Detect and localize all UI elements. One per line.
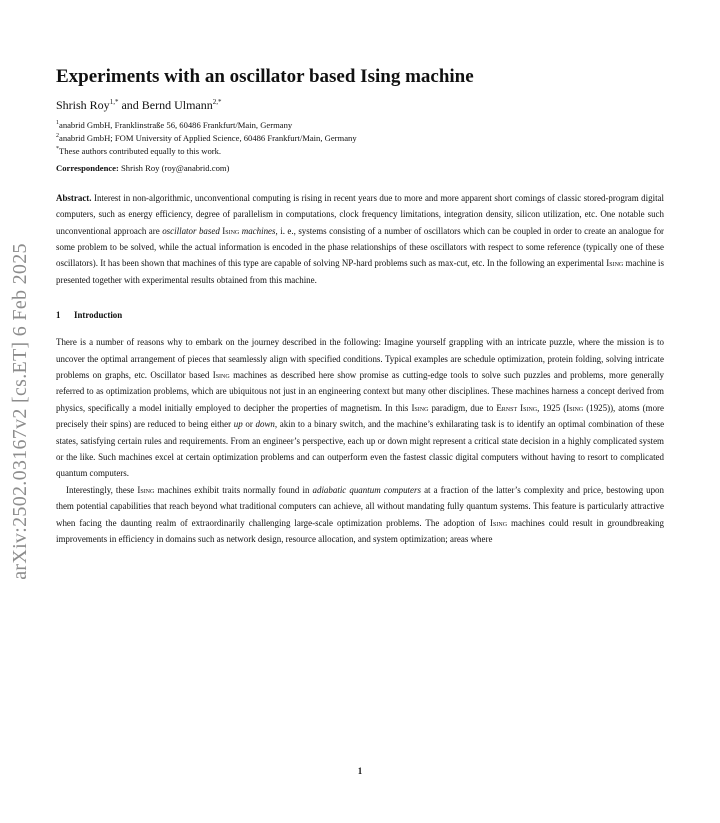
body-text: machines as described here show promise as cutting-edge tools to solve such puzzles and problems, more generally referred to as optimization problems, which are ubiquitous not just in an engineering context but many other disciplines. These machines harness a concept derived from physics, specifically a model initially employed to decipher the properties of magnetism. In this <box>56 370 665 413</box>
affiliation-text: anabrid GmbH; FOM University of Applied Science, 60486 Frankfurt/Main, Germany <box>59 132 357 143</box>
body-text: paradigm, due to <box>431 402 494 413</box>
paper-title: Experiments with an oscillator based Ising machine <box>56 66 474 87</box>
abstract-smallcaps: Ising <box>222 225 240 236</box>
section-heading <box>56 310 664 320</box>
body-text: , akin to a binary switch, and the machine’s exhilarating task is to identify an optimal combination of these states, satisfying certain rules and requirements. From an engineer’s perspective, each up or down might represent a critical state decision in a highly complicated system or the like. Such machines excel at certain optimization problems and can outperform even the fastest classic digital computers without having to resort to complicated quantum computers. <box>56 419 665 479</box>
body-smallcaps: Ising <box>490 517 508 528</box>
body-smallcaps: Ising <box>212 370 230 381</box>
body-text: at a fraction of the latter’s complexity and price, bestowing upon them potential capabilities that reach beyond what traditional computers can achieve, all without mandating fully quantum systems. This feature is particularly attractive when facing the daunting realm of extraordinarily challenging large-scale optimization problems. The adoption of <box>56 484 664 528</box>
body-text: There is a number of reasons why to embark on the journey described in the following: Imagine yourself grappling with an intricate puzzle, where the mission is to uncover the optimal arrangement of pieces that seamlessly align with specified conditions. Typical examples are schedule optimization, protein folding, solving intricate problems on graphs, etc. Oscillator based <box>56 337 664 381</box>
body-text: Interestingly, these <box>66 484 135 495</box>
correspondence-contact[interactable]: Shrish Roy (roy@anabrid.com) <box>121 162 230 173</box>
correspondence-label: Correspondence: <box>56 162 119 173</box>
body-text: , 1925 ( <box>537 402 567 413</box>
affiliation-line <box>56 118 664 131</box>
affiliation-text: anabrid GmbH, Franklinstraße 56, 60486 Frankfurt/Main, Germany <box>59 120 293 131</box>
correspondence <box>56 163 664 174</box>
body-smallcaps: Ernst Ising <box>496 402 538 413</box>
affiliation-mark: 2 <box>56 133 59 140</box>
abstract-emphasis: oscillator based <box>162 225 220 236</box>
body-smallcaps: Ising <box>411 402 429 413</box>
page-number: 1 <box>357 766 363 776</box>
abstract-smallcaps: Ising <box>606 258 624 269</box>
affiliation-text: These authors contributed equally to this work. <box>59 145 222 156</box>
body-emphasis: up <box>233 419 243 430</box>
body-smallcaps: Ising <box>137 484 155 495</box>
affiliation-mark: * <box>56 145 59 152</box>
body-text: (1925)), atoms (more precisely their spins) are reduced to being either <box>56 402 665 430</box>
abstract-text: Interest in non-algorithmic, unconventional computing is rising in recent years due to more and more apparent short comings of classic stored-program digital computers, such as energy efficiency, degree of parallelism in computations, clock frequency limitations, integration density, silicon utilization, etc. One notable such unconventional approach are <box>56 192 665 236</box>
body-emphasis: down <box>255 419 275 430</box>
abstract-label: Abstract. <box>56 192 92 203</box>
body-emphasis: adiabatic quantum computers <box>312 484 421 495</box>
author-joiner: and <box>118 97 142 112</box>
affiliation-line <box>56 131 664 144</box>
author-affiliation-marks: 2,* <box>212 97 222 106</box>
body-text: machines could result in groundbreaking improvements in efficiency in domains such as network design, resource allocation, and system optimization; areas where <box>56 517 665 545</box>
paper-content <box>56 66 664 547</box>
body-text: or <box>245 419 253 430</box>
abstract <box>56 190 664 288</box>
intro-paragraph-2 <box>56 482 664 548</box>
abstract-text: machine is presented together with experimental results obtained from this machine. <box>56 258 664 285</box>
body-text: machines exhibit traits normally found in <box>157 484 310 495</box>
section-number: 1 <box>56 310 61 321</box>
citation-link[interactable]: Ising <box>566 402 584 413</box>
arxiv-identifier-text: arXiv:2502.03167v2 [cs.ET] 6 Feb 2025 <box>8 243 31 580</box>
author-name[interactable]: Shrish Roy <box>56 97 110 112</box>
author-name[interactable]: Bernd Ulmann <box>141 97 213 112</box>
abstract-emphasis: machines <box>241 225 276 236</box>
author-affiliation-marks: 1,* <box>109 97 119 106</box>
affiliation-mark: 1 <box>56 120 59 127</box>
arxiv-identifier-stamp[interactable] <box>2 0 38 823</box>
abstract-text: , i. e., systems consisting of a number of oscillators which can be coupled in order to create an analogue for some problem to be solved, while the actual information is encoded in the phase relationships of these oscillators with respect to some reference (typically one of these oscillators). It has been shown that machines of this type are capable of solving NP-hard problems such as max-cut, etc. In the following an experimental <box>56 225 665 269</box>
intro-paragraph-1 <box>56 334 664 482</box>
section-title: Introduction <box>74 310 123 321</box>
author-list <box>56 98 664 112</box>
affiliation-line <box>56 144 664 157</box>
affiliation-list <box>56 118 664 157</box>
